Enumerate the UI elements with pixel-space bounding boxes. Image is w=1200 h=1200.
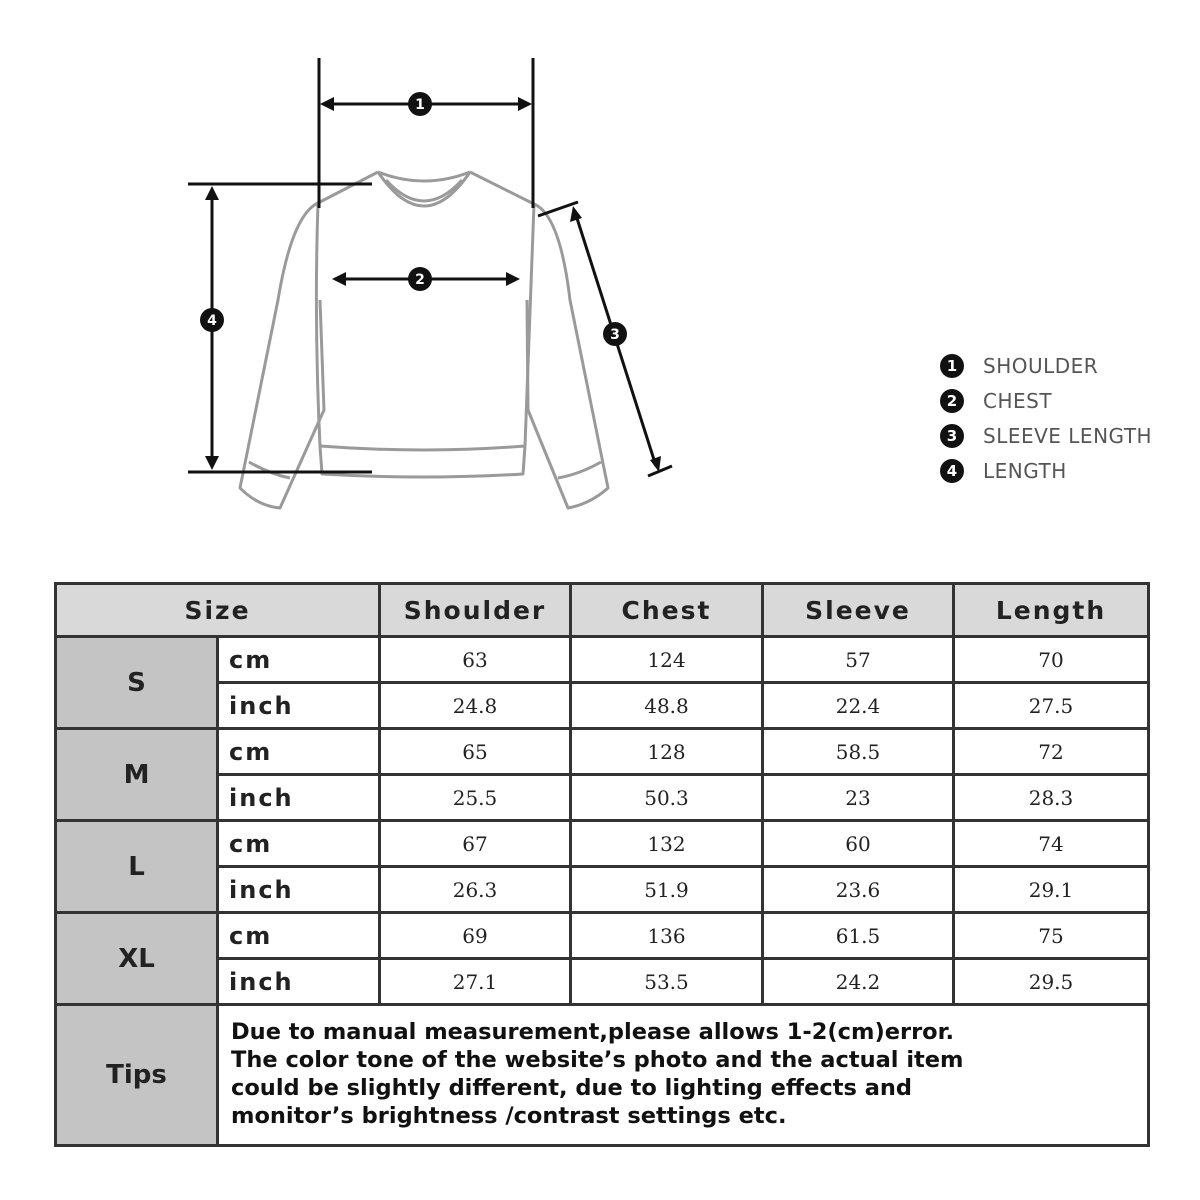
marker-1: [408, 92, 432, 116]
table-row: [56, 729, 1149, 775]
unit-label: cm: [218, 729, 380, 775]
header-length: Length: [954, 584, 1149, 637]
chest-value: 124: [571, 637, 763, 683]
legend-number-3: 3: [940, 424, 964, 448]
legend-label-sleeve-length: SLEEVE LENGTH: [983, 423, 1153, 448]
shoulder-value: 25.5: [380, 775, 571, 821]
unit-label: inch: [218, 683, 380, 729]
measurement-lines: [188, 58, 672, 476]
table-row: [56, 683, 1149, 729]
unit-label: inch: [218, 959, 380, 1005]
unit-label: inch: [218, 775, 380, 821]
legend-item-length: [940, 453, 1152, 488]
table-row: [56, 637, 1149, 683]
size-label: XL: [56, 913, 218, 1005]
marker-3-label: 3: [610, 327, 620, 343]
shoulder-value: 27.1: [380, 959, 571, 1005]
unit-label: cm: [218, 821, 380, 867]
unit-label: cm: [218, 637, 380, 683]
header-shoulder: Shoulder: [380, 584, 571, 637]
size-label: S: [56, 637, 218, 729]
header-chest: Chest: [571, 584, 763, 637]
sleeve-value: 22.4: [763, 683, 954, 729]
shoulder-value: 26.3: [380, 867, 571, 913]
tips-text: [218, 1005, 1149, 1146]
header-size: Size: [56, 584, 380, 637]
size-label: L: [56, 821, 218, 913]
marker-3: [603, 322, 627, 346]
legend-item-sleeve-length: [940, 418, 1152, 453]
marker-4-label: 4: [207, 313, 217, 329]
length-value: 29.5: [954, 959, 1149, 1005]
shoulder-value: 65: [380, 729, 571, 775]
shoulder-value: 63: [380, 637, 571, 683]
tips-label: Tips: [56, 1005, 218, 1146]
marker-4: [200, 308, 224, 332]
marker-2-label: 2: [415, 272, 425, 288]
header-sleeve: Sleeve: [763, 584, 954, 637]
legend-label-shoulder: SHOULDER: [983, 353, 1099, 378]
table-row: [56, 867, 1149, 913]
chest-value: 128: [571, 729, 763, 775]
sleeve-value: 61.5: [763, 913, 954, 959]
table-row: [56, 959, 1149, 1005]
chest-value: 132: [571, 821, 763, 867]
length-value: 27.5: [954, 683, 1149, 729]
measurement-legend: [940, 348, 1152, 488]
tips-line: Due to manual measurement,please allows 1-2(cm)error.: [231, 1019, 955, 1045]
length-value: 75: [954, 913, 1149, 959]
shoulder-value: 24.8: [380, 683, 571, 729]
sweater-outline: [240, 172, 608, 508]
marker-2: [408, 267, 432, 291]
shoulder-value: 67: [380, 821, 571, 867]
chest-value: 51.9: [571, 867, 763, 913]
size-chart-table: [54, 582, 1150, 1147]
tips-line: monitor’s brightness /contrast settings etc.: [231, 1103, 787, 1129]
tips-line: The color tone of the website’s photo and the actual item: [231, 1047, 964, 1073]
table-row: [56, 913, 1149, 959]
length-value: 72: [954, 729, 1149, 775]
sleeve-value: 60: [763, 821, 954, 867]
length-value: 28.3: [954, 775, 1149, 821]
legend-number-1: 1: [940, 354, 964, 378]
legend-item-chest: [940, 383, 1152, 418]
chest-value: 53.5: [571, 959, 763, 1005]
unit-label: inch: [218, 867, 380, 913]
chest-value: 48.8: [571, 683, 763, 729]
sleeve-value: 58.5: [763, 729, 954, 775]
chest-value: 50.3: [571, 775, 763, 821]
size-label: M: [56, 729, 218, 821]
length-value: 74: [954, 821, 1149, 867]
legend-label-chest: CHEST: [983, 388, 1053, 413]
tips-row: [56, 1005, 1149, 1146]
sleeve-value: 23.6: [763, 867, 954, 913]
sleeve-value: 24.2: [763, 959, 954, 1005]
table-row: [56, 775, 1149, 821]
length-value: 29.1: [954, 867, 1149, 913]
legend-item-shoulder: [940, 348, 1152, 383]
legend-number-4: 4: [940, 459, 964, 483]
chest-value: 136: [571, 913, 763, 959]
marker-1-label: 1: [415, 97, 425, 113]
legend-label-length: LENGTH: [983, 458, 1067, 483]
length-value: 70: [954, 637, 1149, 683]
header-row: [56, 584, 1149, 637]
sleeve-value: 57: [763, 637, 954, 683]
legend-number-2: 2: [940, 389, 964, 413]
sleeve-value: 23: [763, 775, 954, 821]
shoulder-value: 69: [380, 913, 571, 959]
unit-label: cm: [218, 913, 380, 959]
table-row: [56, 821, 1149, 867]
tips-line: could be slightly different, due to lighting effects and: [231, 1075, 912, 1101]
